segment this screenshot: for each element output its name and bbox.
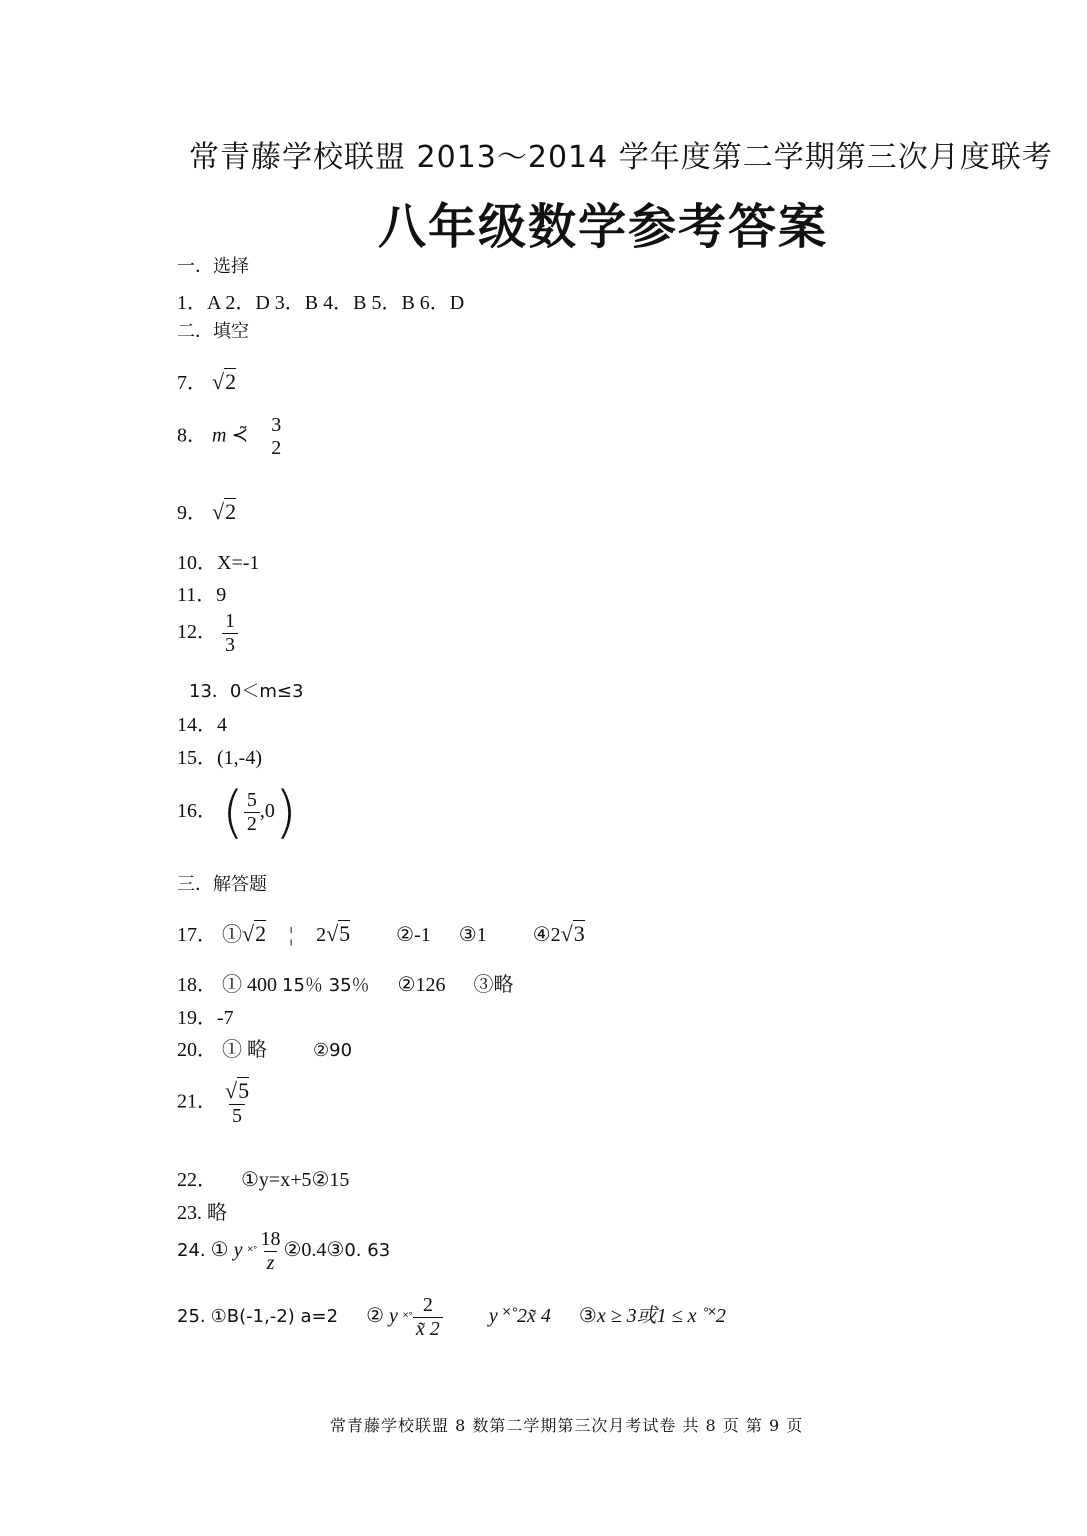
- answer-part: ③1: [458, 924, 487, 946]
- coordinate-rest: ,0: [259, 800, 275, 823]
- answer-part: ③略: [473, 974, 514, 996]
- relation-symbol: ˟˚: [247, 1245, 258, 1261]
- answer-part: 15％ 35％: [282, 975, 370, 996]
- answer-22: [177, 1163, 349, 1192]
- answer-label: 18．: [177, 974, 217, 996]
- answer-18: [177, 968, 513, 997]
- denominator: z: [264, 1251, 278, 1275]
- answer-part: ②90: [313, 1040, 353, 1061]
- document-subtitle: 八年级数学参考答案: [378, 199, 829, 255]
- answer-19: 19．-7: [177, 1007, 234, 1029]
- denominator: 2: [244, 812, 260, 836]
- circled-number: ①: [210, 1239, 229, 1262]
- relation-symbol: ˟˚: [402, 1311, 413, 1327]
- denominator: 3: [222, 633, 238, 657]
- numerator: 3: [271, 414, 282, 436]
- denominator: x̃ 2: [413, 1317, 443, 1341]
- fraction: [244, 789, 260, 836]
- sqrt-expression: √5: [225, 1078, 250, 1103]
- page-footer: 常青藤学校联盟 8 数第二学期第三次月考试卷 共 8 页 第 9 页: [330, 1416, 804, 1435]
- fraction: [257, 1228, 283, 1275]
- answer-part: ②126: [397, 974, 446, 996]
- answer-17: [177, 918, 585, 947]
- sqrt-expression: √2: [212, 499, 237, 524]
- circled-number: ③: [578, 1305, 597, 1328]
- answer-part: y ˟˚2x̃ 4: [488, 1305, 551, 1328]
- answer-13: 13．0＜m≤3: [189, 681, 304, 702]
- answer-label: 24.: [177, 1240, 206, 1262]
- answer-label: 17．: [177, 924, 217, 946]
- answer-label: 22．: [177, 1169, 217, 1191]
- fraction: [413, 1294, 443, 1341]
- variable: y: [233, 1239, 243, 1262]
- answer-14: 14．4: [177, 714, 227, 736]
- answer-25: [177, 1294, 726, 1341]
- section-heading-fill: 二．填空: [177, 321, 249, 342]
- answer-part: ②0.4③: [283, 1239, 345, 1262]
- sqrt-expression: √3: [560, 921, 585, 946]
- answer-part: ②-1: [396, 924, 431, 946]
- answer-15: 15．(1,-4): [177, 747, 262, 769]
- answer-11: 11．9: [177, 584, 227, 606]
- radicand: 5: [339, 921, 351, 946]
- answer-part: ①y=x+5②15: [241, 1169, 350, 1191]
- numerator: 2: [422, 1294, 433, 1316]
- answer-9: [177, 496, 236, 525]
- numerator: [222, 1078, 252, 1104]
- answer-8: [177, 414, 284, 460]
- answer-12: [177, 610, 238, 657]
- answer-part: ① 400: [222, 974, 277, 996]
- denominator: 2: [271, 437, 282, 459]
- variable: y: [389, 1305, 398, 1328]
- answer-part: ①B(-1,-2) a=2: [210, 1306, 339, 1328]
- answer-10: 10．X=-1: [177, 552, 260, 574]
- answer-label: 16．: [177, 800, 217, 823]
- numerator: 1: [225, 610, 235, 632]
- answer-label: 21．: [177, 1090, 217, 1113]
- answer-7: [177, 366, 236, 395]
- fraction: [268, 414, 284, 460]
- answer-label: 12．: [177, 621, 217, 644]
- numerator: 5: [246, 789, 257, 811]
- separator: ¦: [289, 924, 294, 946]
- section-heading-solve: 三．解答题: [177, 874, 267, 895]
- answer-label: 9．: [177, 502, 207, 524]
- sqrt-expression: √5: [326, 921, 351, 946]
- choice-answers: 1．A 2．D 3．B 4．B 5．B 6．D: [177, 292, 465, 314]
- right-paren: ): [274, 780, 297, 845]
- numerator: 18: [260, 1228, 281, 1250]
- left-paren: (: [222, 780, 244, 845]
- document-title: 常青藤学校联盟 2013～2014 学年度第二学期第三次月度联考: [189, 140, 1053, 175]
- answer-label: 7．: [177, 372, 207, 394]
- relation-symbol: ≺̃: [231, 424, 249, 447]
- coefficient: 2: [316, 924, 327, 946]
- answer-label: 8．: [177, 424, 207, 447]
- radicand: 2: [225, 499, 237, 524]
- radicand: 2: [225, 369, 237, 394]
- answer-24: [177, 1228, 390, 1275]
- radicand: 5: [238, 1078, 250, 1103]
- variable: m: [212, 424, 227, 447]
- radicand: 3: [573, 921, 585, 946]
- answer-part: ① 略: [222, 1039, 267, 1061]
- sqrt-expression: √2: [242, 921, 267, 946]
- answer-label: 25.: [177, 1306, 206, 1328]
- sqrt-expression: √2: [212, 369, 237, 394]
- answer-label: 20．: [177, 1039, 217, 1061]
- answer-23: 23. 略: [177, 1202, 227, 1224]
- coefficient: 2: [550, 924, 561, 946]
- answer-20: [177, 1033, 352, 1062]
- fraction: [222, 610, 238, 657]
- denominator: 5: [229, 1104, 245, 1128]
- answer-16: [177, 780, 297, 845]
- inequality: x ≥ 3或1 ≤ x ˚˟2: [596, 1305, 726, 1328]
- circled-number: ①: [222, 924, 242, 946]
- answer-part: 0. 63: [344, 1240, 391, 1262]
- circled-number: ②: [366, 1305, 385, 1328]
- radicand: 2: [255, 921, 267, 946]
- circled-number: ④: [532, 924, 551, 946]
- answer-21: [177, 1078, 252, 1128]
- section-heading-choice: 一．选择: [177, 256, 249, 277]
- fraction: [222, 1078, 252, 1128]
